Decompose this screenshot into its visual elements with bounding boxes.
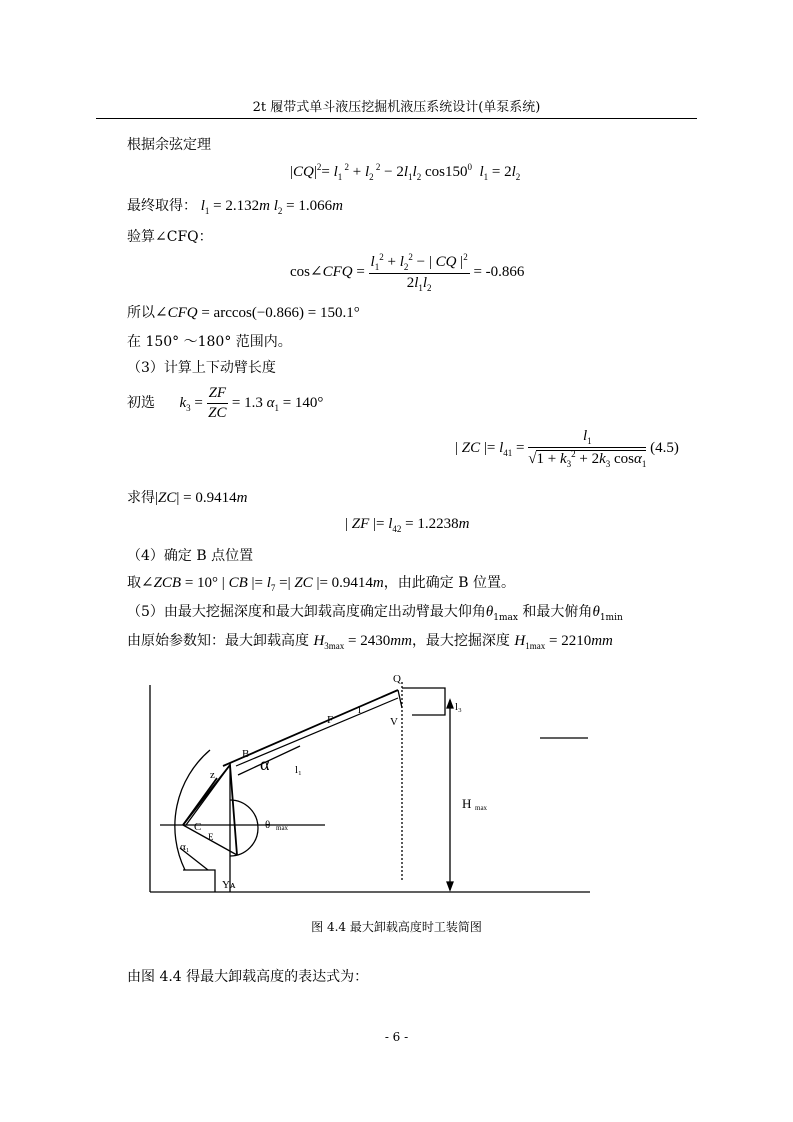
page-number: - 6 - xyxy=(384,1030,409,1044)
label-f: F xyxy=(327,714,334,726)
label-ya: Yᴀ xyxy=(222,879,236,891)
para-original-params: 由原始参数知：最大卸载高度 $H_{3max} = 2430mm$，最大挖掘深度 $H_{1max} = 2210mm$ xyxy=(127,633,613,651)
para-cosine-law-intro: 根据余弦定理 xyxy=(127,137,211,153)
para-range: 在 150° ～180° 范围内。 xyxy=(127,334,292,350)
label-c: C xyxy=(194,821,202,833)
eq-4-5-number: (4.5) xyxy=(650,439,679,456)
para-result: 最终取得： $l_1 = 2.132m$ $l_2 = 1.066m$ xyxy=(127,198,343,216)
label-alpha1: α₁ xyxy=(180,841,190,853)
section-5-heading: （5）由最大挖掘深度和最大卸载高度确定出动臂最大仰角$\theta_{1max}$ 和最大俯角$\theta_{1min}$ xyxy=(127,604,623,623)
section-4-heading: （4）确定 B 点位置 xyxy=(127,548,254,564)
label-l3: l₃ xyxy=(455,701,462,713)
para-zc-result: 求得|ZC| = 0.9414m xyxy=(127,490,248,506)
diagonal-cb xyxy=(186,765,230,825)
label-v: V xyxy=(390,716,398,728)
h-arrow-bottom xyxy=(447,882,453,890)
section-3-heading: （3）计算上下动臂长度 xyxy=(127,360,276,376)
eq-zf: | ZF |= $l_{42} = 1.2238m$ xyxy=(345,516,470,534)
label-h-sub: max xyxy=(475,804,488,812)
eq-cos-cfq: cos∠CFQ = $\frac{l_1^2 + l_2^2 - | CQ |^2}{2l_1l_2}$ = -0.866 xyxy=(290,252,525,293)
figure-caption: 图 4.4 最大卸载高度时工装简图 xyxy=(311,920,482,934)
label-alpha: α xyxy=(260,754,270,774)
figure-4-4 xyxy=(130,660,600,905)
label-e: E xyxy=(208,832,214,842)
bucket-shape xyxy=(402,688,445,715)
header-rule xyxy=(96,118,697,119)
label-h: H xyxy=(462,796,472,811)
label-l: l xyxy=(358,704,362,716)
eq-4-5: | ZC |= $l_{41}$ = $\frac{l_1}{√1 + k_3^2 + 2k_3 \cos\alpha_1}$ (4.5) xyxy=(455,428,679,469)
label-theta: θ xyxy=(265,819,271,831)
para-initial-select: 初选 $k_3$ = $\frac{ZF}{ZC}$ = 1.3 $\alpha_1 = 140^\circ$ xyxy=(127,385,324,421)
page-header: 2t 履带式单斗液压挖掘机液压系统设计(单泵系统) xyxy=(252,100,541,115)
label-theta-sub: max xyxy=(276,824,289,832)
eq-cosine-law: $|CQ|^2= l_1$ $^2 + l_2$ $^2 - 2l_1l_2$ $\cos 150^0$ $l_1 = 2l_2$ xyxy=(290,162,521,182)
label-b: B xyxy=(242,748,250,760)
para-check-cfq: 验算∠CFQ： xyxy=(127,229,213,245)
label-q: Q xyxy=(393,673,401,685)
h-arrow-top xyxy=(447,700,453,708)
label-l1: l₁ xyxy=(295,764,302,776)
para-final: 由图 4.4 得最大卸载高度的表达式为： xyxy=(127,969,369,985)
para-b-point: 取∠ZCB = 10° | CB |= $l_7$ =| ZC |= 0.9414m，由此确定 B 位置。 xyxy=(127,575,515,593)
para-angle-result: 所以∠CFQ = arccos(−0.866) = 150.1° xyxy=(127,305,360,321)
base-bracket xyxy=(183,870,215,892)
label-z: z xyxy=(210,769,215,781)
cylinder-z xyxy=(183,778,217,825)
